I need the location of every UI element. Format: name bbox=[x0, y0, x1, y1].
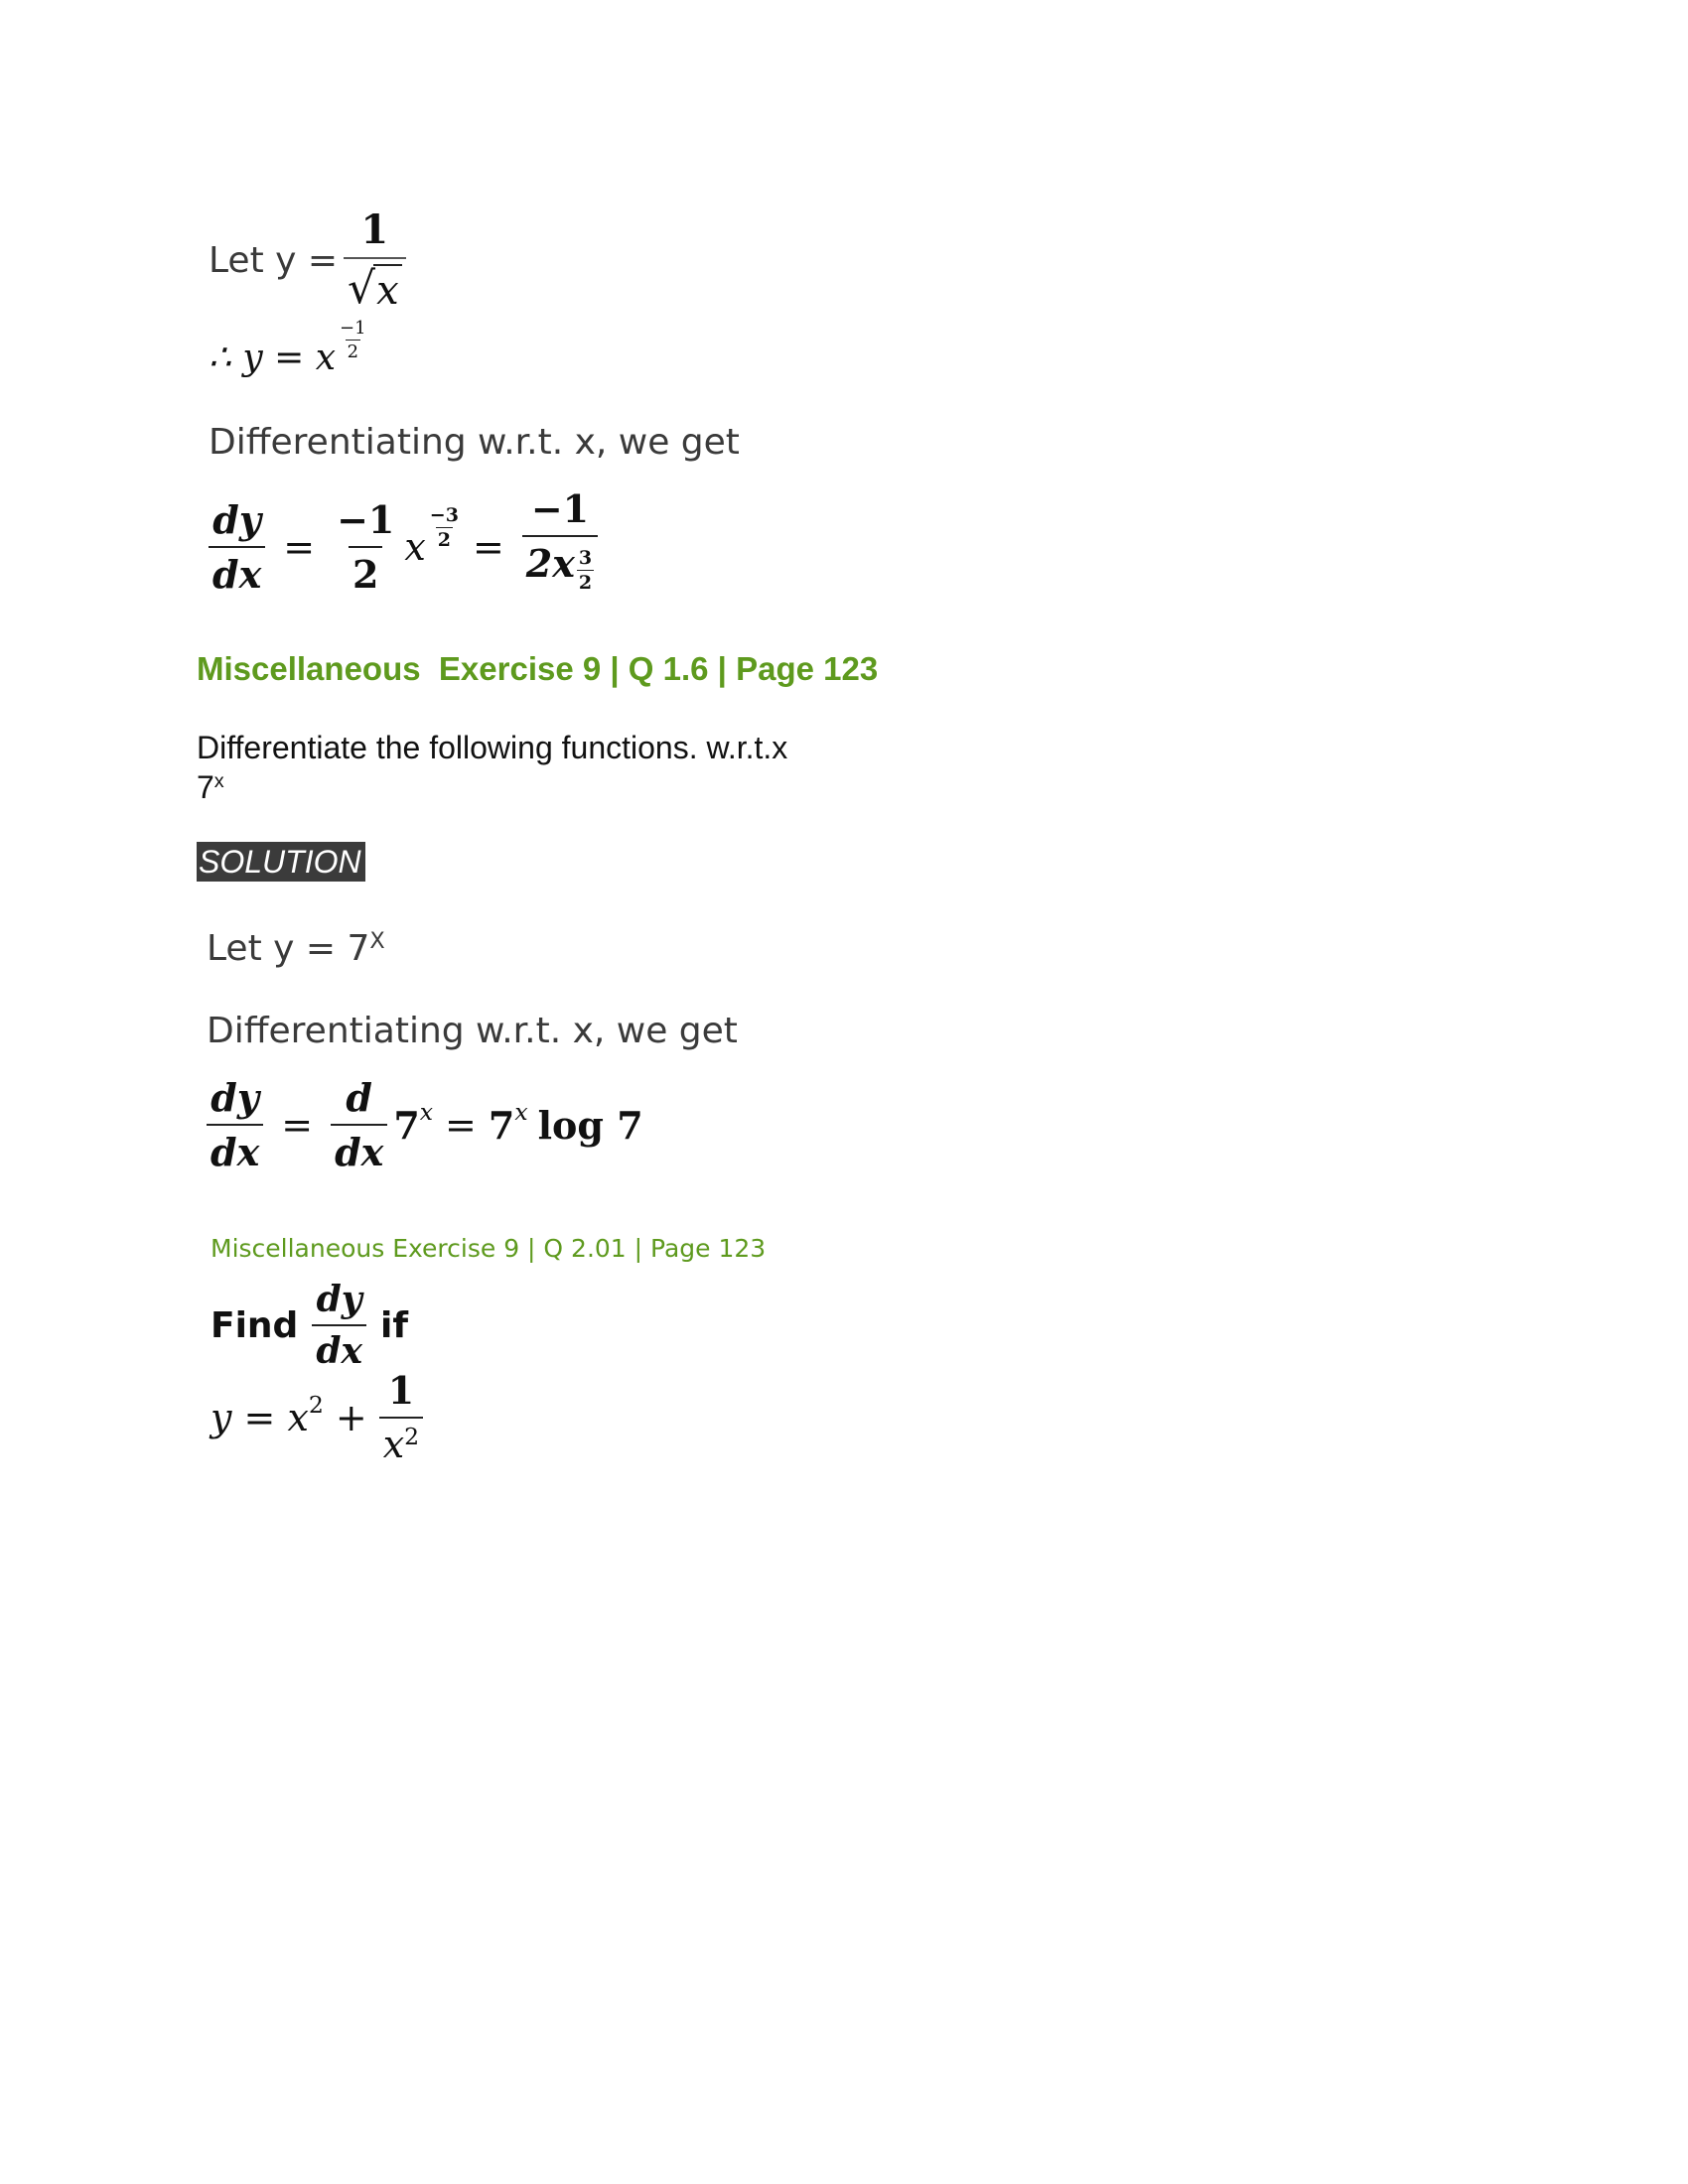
result-fraction: −1 2x $\frac{3}{2}$ bbox=[522, 486, 598, 607]
dy-dx-fraction-2: $\frac{dy}{dx}$ bbox=[207, 1075, 263, 1174]
exercise-heading-1: Miscellaneous Exercise 9 | Q 1.6 | Page 123 bbox=[197, 650, 879, 687]
let-y-7x-line: Let $y = 7^X$ bbox=[207, 927, 385, 969]
dy-dx-fraction: $\frac{dy}{dx}$ bbox=[209, 497, 265, 597]
exercise-heading-2: Miscellaneous Exercise 9 | Q 2.01 | Page 123 bbox=[211, 1234, 767, 1263]
sqrt-x: √ x bbox=[348, 263, 402, 314]
differentiating-text-1: Differentiating w.r.t. x, we get bbox=[209, 422, 740, 463]
therefore-line bbox=[209, 318, 368, 380]
question-1-text: Differentiate the following functions. w.r.t.x bbox=[197, 730, 788, 765]
fraction-one-over-sqrt-x bbox=[344, 206, 406, 314]
find-dy-dx-line: Find $\frac{dy}{dx}$ if bbox=[211, 1279, 408, 1372]
log-seven: log 7 bbox=[537, 1102, 643, 1148]
x-variable: x bbox=[404, 524, 426, 569]
minus-half-fraction: $\frac{-1}{2}$ bbox=[337, 496, 395, 597]
exponent-minus-half: −1 2 bbox=[340, 318, 366, 362]
let-y-line bbox=[209, 206, 412, 314]
question-1-expression: 7$^x$ bbox=[197, 769, 224, 805]
dy-dx-fraction-3: $\frac{dy}{dx}$ bbox=[312, 1279, 366, 1372]
solution-label: SOLUTION bbox=[199, 844, 361, 880]
differentiating-text-2: Differentiating w.r.t. x, we get bbox=[207, 1011, 738, 1051]
exponent-minus-three-halves: $\frac{-3}{2}$ bbox=[429, 504, 459, 551]
derivative-equation-1: $\frac{dy}{dx}$ = $\frac{-1}{2}$ x $\frac{-3}{2}$ = −1 2x $\frac{3}{2}$ bbox=[209, 486, 604, 607]
y-equation: y = x 2 + $\frac{1}{x^2}$ bbox=[211, 1368, 429, 1466]
fraction-numerator: 1 bbox=[360, 206, 389, 253]
one-over-x-squared: $\frac{1}{x^2}$ bbox=[379, 1368, 423, 1466]
therefore-expression: ∴ y = x bbox=[209, 338, 337, 378]
derivative-equation-2: $\frac{dy}{dx}$ = $\frac{d}{dx}$ 7 x = 7 x log 7 bbox=[207, 1075, 643, 1174]
d-dx-operator: $\frac{d}{dx}$ bbox=[331, 1075, 387, 1174]
let-prefix: Let y = bbox=[209, 239, 339, 281]
solution-badge bbox=[197, 842, 365, 882]
